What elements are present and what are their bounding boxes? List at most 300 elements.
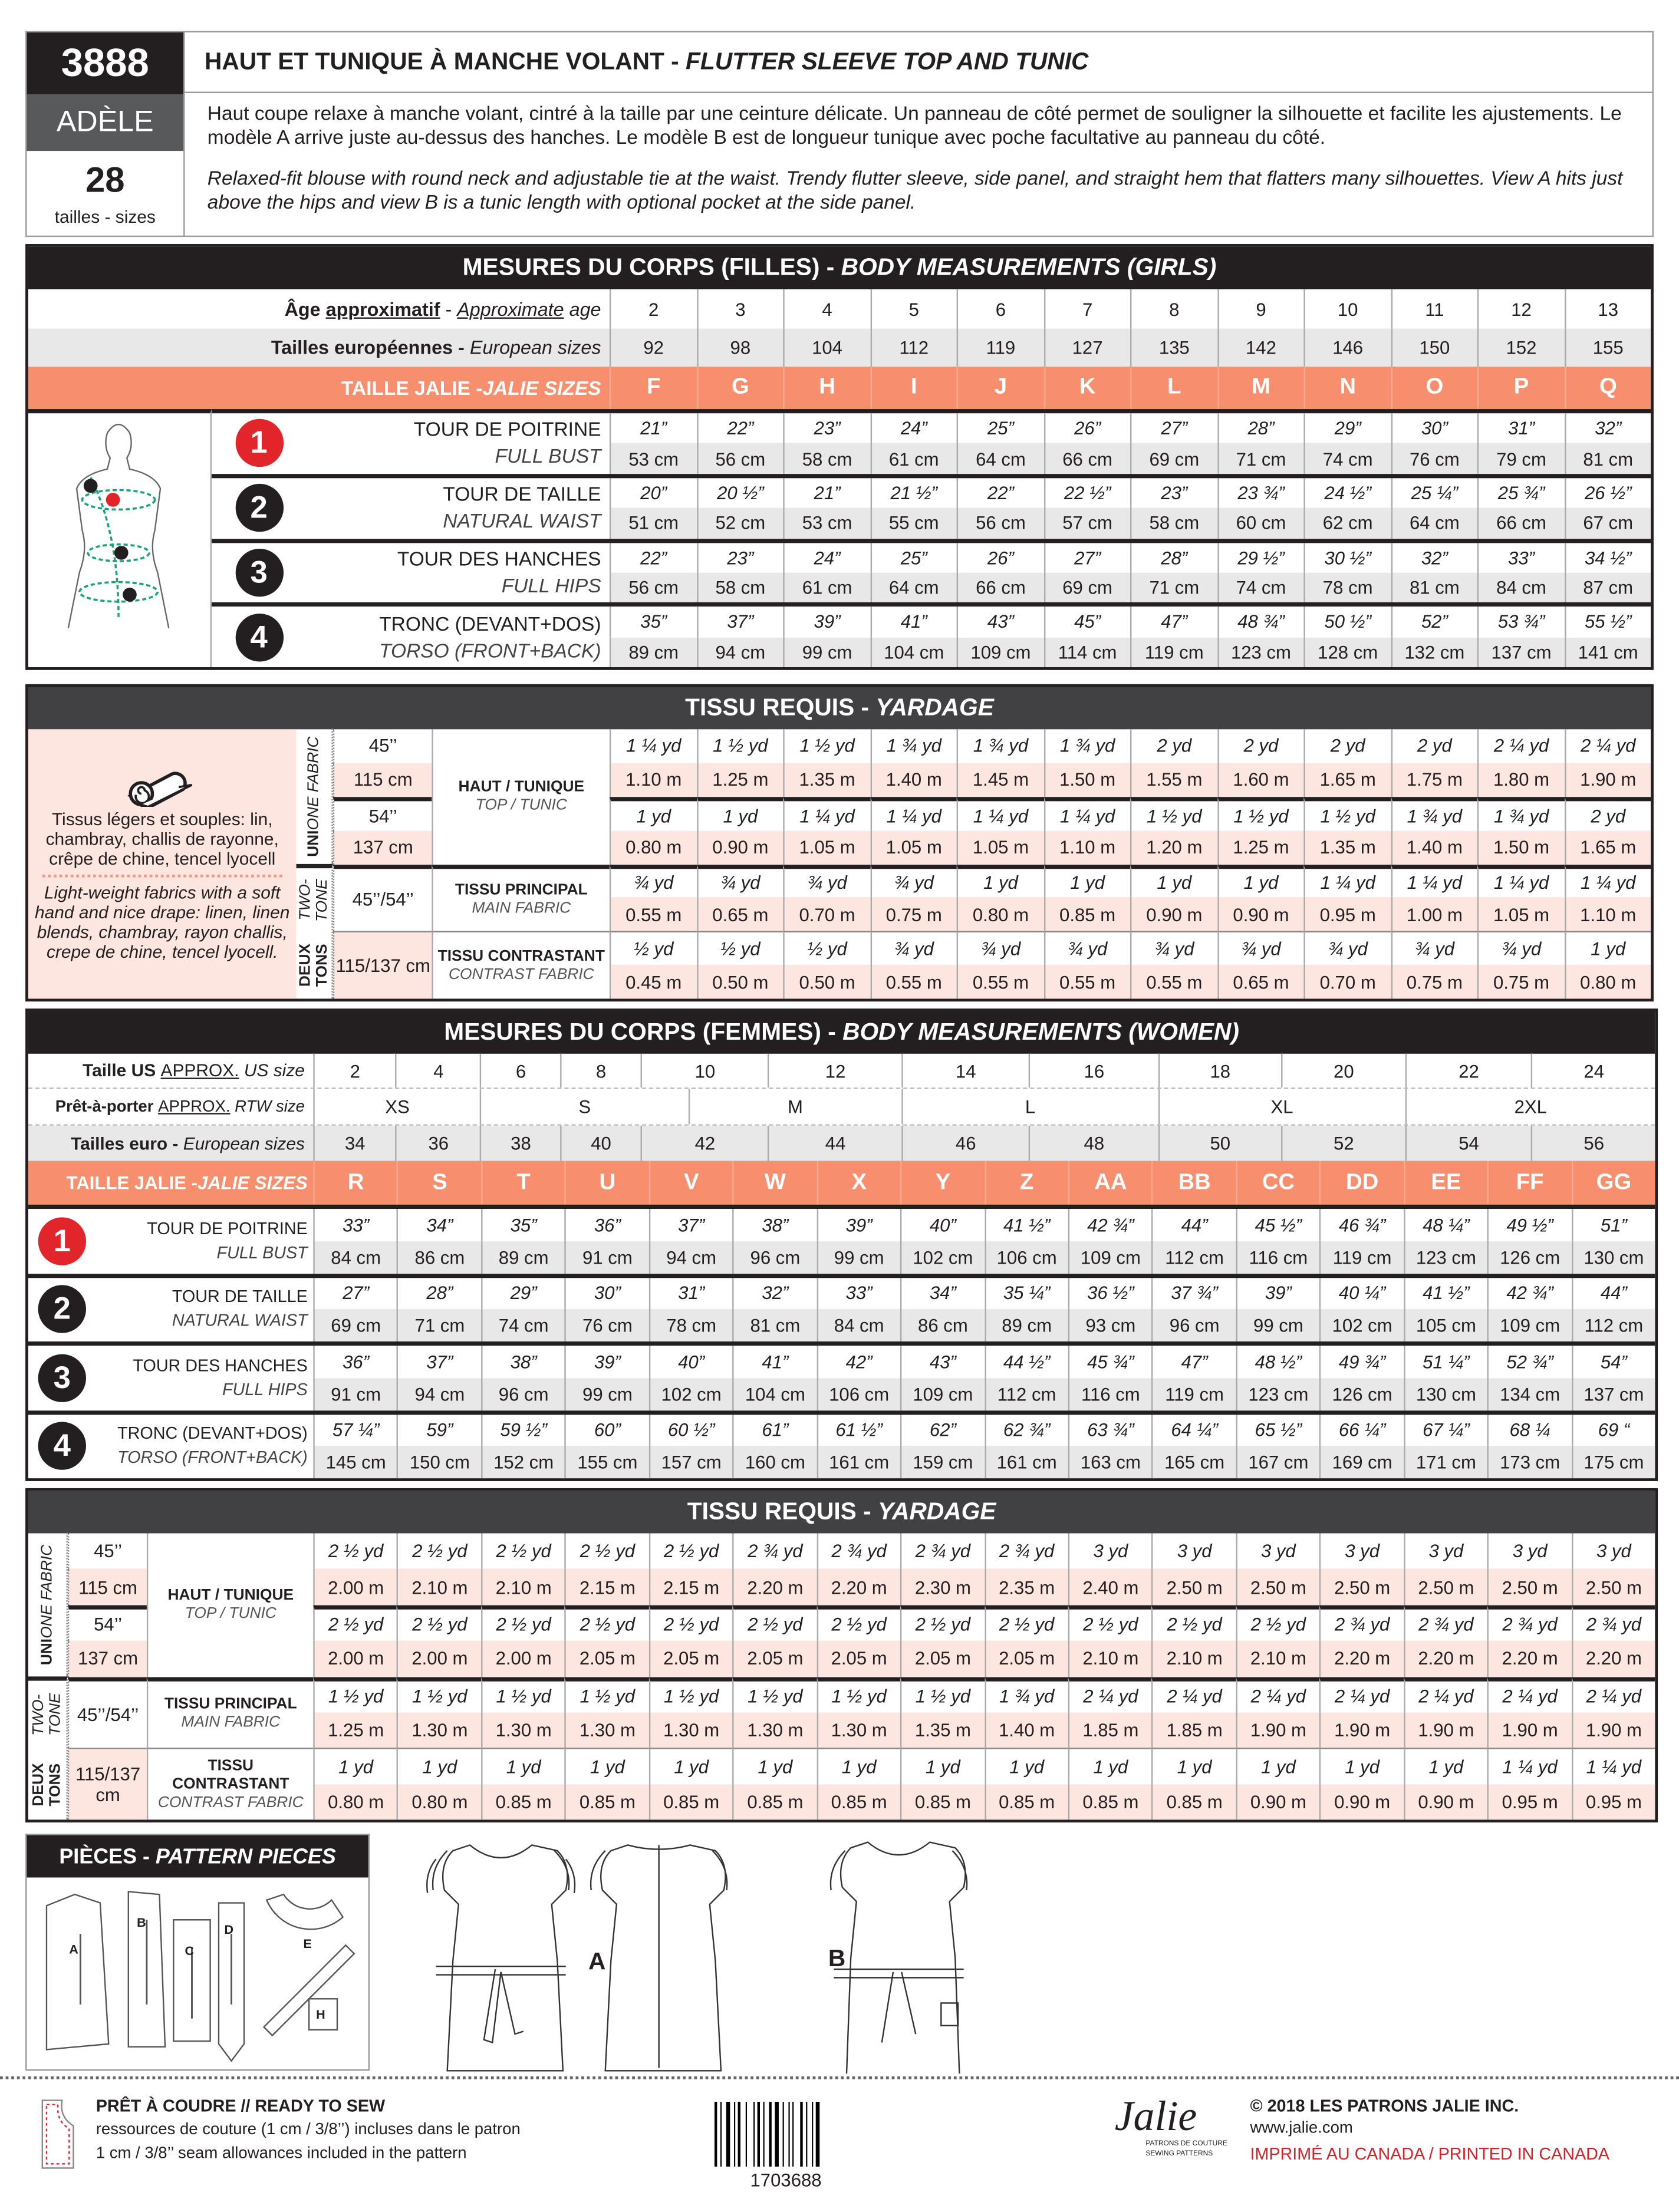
meters-value: 2.20 m — [733, 1569, 817, 1605]
view-label — [147, 1676, 313, 1748]
meters-value: 1.35 m — [900, 1712, 984, 1748]
cm-value: 67 cm — [1564, 508, 1651, 538]
measurement-group — [28, 1341, 1655, 1410]
label-part: Âge — [284, 298, 326, 320]
yards-value: 1 yd — [1236, 1748, 1319, 1784]
jalie-size-cell: CC — [1236, 1161, 1319, 1205]
jalie-size-cell: DD — [1319, 1161, 1403, 1205]
age-cell: 6 — [957, 289, 1043, 329]
measurement-number — [28, 1209, 96, 1273]
inch-value: 53 ¾” — [1477, 607, 1564, 637]
cm-value: 56 cm — [610, 572, 696, 602]
yards-value: 2 ¾ yd — [1487, 1605, 1571, 1641]
meters-value: 2.10 m — [1152, 1641, 1236, 1677]
inch-value: 65 ½” — [1236, 1414, 1319, 1446]
yards-value: 2 ½ yd — [1068, 1605, 1152, 1641]
website[interactable]: www.jalie.com — [1250, 2120, 1353, 2137]
yards-value: 1 ¼ yd — [1391, 864, 1477, 898]
cm-value: 81 cm — [1564, 443, 1651, 473]
yards-value: 1 ¼ yd — [783, 797, 870, 830]
us-size-cell: 12 — [768, 1054, 901, 1087]
inch-value: 24 ½” — [1303, 478, 1390, 508]
jalie-size-cell: H — [783, 367, 870, 409]
yards-value: 2 ¼ yd — [1319, 1676, 1403, 1712]
number-badge: 2 — [38, 1285, 86, 1333]
yards-value: 1 ¼ yd — [1303, 864, 1390, 898]
meters-value: 0.80 m — [610, 830, 696, 864]
fabric-width: 54’’ — [68, 1605, 147, 1641]
euro-size-row — [28, 1126, 1655, 1161]
cm-value: 130 cm — [1571, 1241, 1655, 1273]
jalie-size-cell: P — [1477, 367, 1564, 409]
inch-value: 37” — [397, 1346, 481, 1377]
fabric-type-en: ONE FABRIC — [38, 1544, 56, 1639]
yards-value: 2 ¼ yd — [1236, 1676, 1319, 1712]
view-label-fr: TISSU CONTRASTANT — [172, 1757, 289, 1792]
jalie-size-cell: S — [397, 1161, 481, 1205]
inch-value: 68 ¼ — [1487, 1414, 1571, 1446]
label-part: Tailles européennes - — [271, 337, 470, 358]
cm-value: 161 cm — [984, 1446, 1068, 1478]
meters-value: 0.70 m — [1303, 965, 1390, 998]
meters-value: 1.90 m — [1236, 1712, 1319, 1748]
cm-value: 134 cm — [1487, 1378, 1571, 1410]
meters-value: 1.05 m — [870, 830, 956, 864]
meters-value: 1.90 m — [1404, 1712, 1487, 1748]
jalie-size-cell: AA — [1068, 1161, 1152, 1205]
meters-value: 0.70 m — [783, 898, 870, 931]
cm-value: 119 cm — [1319, 1241, 1403, 1273]
fabric-type-en: ONE FABRIC — [305, 736, 322, 830]
measurement-number — [212, 478, 306, 538]
cm-value: 64 cm — [870, 572, 956, 602]
us-size-cell: 18 — [1158, 1054, 1282, 1087]
barcode-bar — [792, 2102, 794, 2167]
number-badge: 4 — [38, 1422, 86, 1470]
jalie-size-cell: EE — [1404, 1161, 1487, 1205]
yards-value: 2 ½ yd — [565, 1533, 648, 1569]
label-part: JALIE SIZES — [482, 377, 601, 400]
yards-value: 1 yd — [984, 1748, 1068, 1784]
fabric-width: 115 cm — [68, 1569, 147, 1605]
barcode-bar — [758, 2102, 760, 2167]
inch-value: 45” — [1043, 607, 1130, 637]
title-en: FLUTTER SLEEVE TOP AND TUNIC — [685, 48, 1089, 75]
label-part: European sizes — [469, 337, 601, 358]
yards-value: ¾ yd — [957, 931, 1043, 965]
cm-value: 109 cm — [957, 637, 1043, 667]
inch-value: 20 ½” — [696, 478, 783, 508]
fabric-type-fr: UNI — [38, 1638, 56, 1666]
measurement-number — [212, 413, 306, 473]
title-fr: TISSU REQUIS - — [687, 1498, 878, 1525]
cm-value: 94 cm — [696, 637, 783, 667]
inch-value: 20” — [610, 478, 696, 508]
cm-value: 69 cm — [1043, 572, 1130, 602]
cm-value: 78 cm — [1303, 572, 1390, 602]
inch-value: 34 ½” — [1564, 542, 1651, 572]
measurement-label — [306, 413, 610, 473]
rtw-size-cell: S — [480, 1089, 688, 1125]
view-a-back — [591, 1845, 727, 2071]
inch-value: 57 ¼” — [313, 1414, 397, 1446]
inch-value: 46 ¾” — [1319, 1209, 1403, 1241]
cm-value: 130 cm — [1404, 1378, 1487, 1410]
yards-value: 2 ½ yd — [984, 1605, 1068, 1641]
women-measures — [28, 1205, 1655, 1478]
label-part: Taille US — [83, 1060, 161, 1081]
view-b — [831, 1842, 967, 2073]
cm-value: 81 cm — [1391, 572, 1477, 602]
label-part: age — [564, 298, 601, 320]
ready-to-sew-title: PRÊT À COUDRE // READY TO SEW — [96, 2096, 386, 2116]
meters-value: 1.30 m — [817, 1712, 900, 1748]
inch-value: 23” — [1130, 478, 1217, 508]
meters-value: 1.35 m — [1303, 830, 1390, 864]
label-part: approximatif — [325, 298, 440, 320]
euro-size-cell: 127 — [1043, 329, 1130, 367]
meters-value: 1.65 m — [1303, 763, 1390, 796]
fabric-width: 115 cm — [333, 763, 432, 796]
cm-value: 102 cm — [648, 1378, 732, 1410]
girls-measurements-title — [28, 247, 1651, 289]
inch-value: 37” — [648, 1209, 732, 1241]
inch-value: 39” — [817, 1209, 900, 1241]
euro-size-cell: 142 — [1217, 329, 1303, 367]
girls-yardage — [25, 684, 1654, 1001]
title-en: YARDAGE — [877, 1498, 996, 1525]
inch-value: 22” — [610, 542, 696, 572]
piece-label: D — [224, 1923, 234, 1937]
inch-value: 52” — [1391, 607, 1477, 637]
us-size-cell: 16 — [1029, 1054, 1157, 1087]
us-size-cell: 10 — [640, 1054, 768, 1087]
meters-value: 1.50 m — [1043, 763, 1130, 796]
cm-value: 102 cm — [1319, 1310, 1403, 1341]
meters-value: 2.00 m — [313, 1641, 397, 1677]
cm-value: 157 cm — [648, 1446, 732, 1478]
cm-value: 116 cm — [1068, 1378, 1152, 1410]
inch-value: 37” — [696, 607, 783, 637]
fabric-type-label — [297, 864, 333, 999]
women-yardage-title — [28, 1491, 1655, 1534]
inch-value: 25” — [870, 542, 956, 572]
euro-size-cell: 155 — [1564, 329, 1651, 367]
inch-value: 47” — [1130, 607, 1217, 637]
yards-value: 2 ½ yd — [1152, 1605, 1236, 1641]
meters-value: 1.45 m — [957, 763, 1043, 796]
inch-value: 38” — [481, 1346, 565, 1377]
fabric-width: 137 cm — [333, 830, 432, 864]
jalie-size-cell: F — [610, 367, 696, 409]
measurement-label — [306, 542, 610, 602]
meters-value: 1.40 m — [984, 1712, 1068, 1748]
meters-value: 2.10 m — [481, 1569, 565, 1605]
us-size-cell: 2 — [313, 1054, 396, 1087]
inch-value: 40” — [648, 1346, 732, 1377]
yards-value: 2 ½ yd — [900, 1605, 984, 1641]
age-cell: 11 — [1391, 289, 1477, 329]
meters-value: 1.30 m — [481, 1712, 565, 1748]
label-part: Approximate — [457, 298, 564, 320]
cm-value: 52 cm — [696, 508, 783, 538]
jalie-size-cell: N — [1303, 367, 1390, 409]
yards-value: 1 yd — [696, 797, 783, 830]
measurement-label — [96, 1414, 314, 1478]
view-label-en: CONTRAST FABRIC — [448, 965, 594, 983]
meters-value: 1.30 m — [733, 1712, 817, 1748]
view-label-en: MAIN FABRIC — [181, 1714, 281, 1732]
age-cell: 5 — [870, 289, 956, 329]
meters-value: 0.85 m — [733, 1784, 817, 1820]
age-label — [28, 289, 610, 329]
yards-value: 1 ½ yd — [783, 729, 870, 763]
yards-value: 2 ½ yd — [648, 1533, 732, 1569]
inch-value: 24” — [870, 413, 956, 443]
meters-value: 2.15 m — [648, 1569, 732, 1605]
view-label — [432, 931, 610, 998]
age-row — [28, 289, 1651, 329]
inch-value: 27” — [1043, 542, 1130, 572]
cm-value: 58 cm — [783, 443, 870, 473]
inch-value: 37 ¾” — [1152, 1277, 1236, 1309]
meters-value: 0.85 m — [481, 1784, 565, 1820]
euro-size-cell: 40 — [560, 1126, 640, 1161]
inch-value: 36” — [313, 1346, 397, 1377]
inch-value: 32” — [1391, 542, 1477, 572]
jalie-size-cell: FF — [1487, 1161, 1571, 1205]
euro-label — [28, 329, 610, 367]
meters-value: 2.50 m — [1487, 1569, 1571, 1605]
cm-value: 175 cm — [1571, 1446, 1655, 1478]
pattern-pieces-box — [25, 1834, 370, 2071]
girls-yardage-grid — [28, 729, 1651, 998]
meters-value: 0.85 m — [1068, 1784, 1152, 1820]
pattern-title — [185, 32, 1652, 93]
inch-value: 66 ¼” — [1319, 1414, 1403, 1446]
inch-value: 25 ¼” — [1391, 478, 1477, 508]
cm-value: 89 cm — [610, 637, 696, 667]
cm-value: 104 cm — [870, 637, 956, 667]
yards-value: 2 yd — [1303, 729, 1390, 763]
inch-value: 40” — [900, 1209, 984, 1241]
inch-value: 35” — [481, 1209, 565, 1241]
meters-value: 2.10 m — [1236, 1641, 1319, 1677]
women-yardage — [25, 1488, 1658, 1822]
meters-value: 2.05 m — [817, 1641, 900, 1677]
meters-value: 0.90 m — [1319, 1784, 1403, 1820]
inch-value: 50 ½” — [1303, 607, 1390, 637]
barcode-bar — [720, 2102, 722, 2167]
inch-value: 39” — [1236, 1277, 1319, 1309]
view-label — [147, 1533, 313, 1676]
cm-value: 96 cm — [1152, 1310, 1236, 1341]
meters-value: 2.40 m — [1068, 1569, 1152, 1605]
meters-value: 0.80 m — [1564, 965, 1651, 998]
body-figure-illustration — [28, 413, 209, 664]
cm-value: 55 cm — [870, 508, 956, 538]
yards-value: ½ yd — [610, 931, 696, 965]
meters-value: 0.50 m — [783, 965, 870, 998]
cm-value: 84 cm — [1477, 572, 1564, 602]
inch-value: 24” — [783, 542, 870, 572]
yards-value: 2 ½ yd — [397, 1533, 481, 1569]
us-size-cell: 22 — [1405, 1054, 1532, 1087]
rtw-size-label — [28, 1089, 313, 1125]
yards-value: ¾ yd — [870, 931, 956, 965]
cm-value: 56 cm — [957, 508, 1043, 538]
euro-size-cell: 34 — [313, 1126, 396, 1161]
logo-script: Jalie — [1114, 2093, 1197, 2140]
jalie-size-cell: L — [1130, 367, 1217, 409]
euro-size-cell: 56 — [1532, 1126, 1655, 1161]
cm-value: 74 cm — [1217, 572, 1303, 602]
rtw-size-cell: XL — [1158, 1089, 1405, 1125]
piece-e — [266, 1894, 343, 1929]
label-part: JALIE SIZES — [197, 1172, 308, 1194]
fabric-type-fr: DEUX TONS — [297, 943, 331, 987]
yards-value: 1 ½ yd — [1217, 797, 1303, 830]
inch-value: 62 ¾” — [984, 1414, 1068, 1446]
yards-value: 1 yd — [957, 864, 1043, 898]
number-badge: 1 — [38, 1217, 86, 1265]
measurement-number — [28, 1414, 96, 1478]
yards-value: 1 yd — [1068, 1748, 1152, 1784]
cm-value: 99 cm — [783, 637, 870, 667]
cm-value: 123 cm — [1404, 1241, 1487, 1273]
inch-value: 42” — [817, 1346, 900, 1377]
girls-body-measurements — [25, 244, 1654, 670]
yards-value: 1 yd — [1130, 864, 1217, 898]
meters-value: 2.05 m — [648, 1641, 732, 1677]
jalie-size-cell: M — [1217, 367, 1303, 409]
age-cell: 8 — [1130, 289, 1217, 329]
meters-value: 1.10 m — [610, 763, 696, 796]
meters-value: 2.00 m — [397, 1641, 481, 1677]
label-en: NATURAL WAIST — [443, 509, 601, 532]
cm-value: 81 cm — [733, 1310, 817, 1341]
cm-value: 99 cm — [817, 1241, 900, 1273]
jalie-size-cell: K — [1043, 367, 1130, 409]
label-en: TORSO (FRONT+BACK) — [117, 1448, 308, 1468]
cm-value: 61 cm — [783, 572, 870, 602]
meters-value: 0.75 m — [1391, 965, 1477, 998]
title-fr: HAUT ET TUNIQUE À MANCHE VOLANT - — [205, 48, 686, 75]
cm-value: 91 cm — [313, 1378, 397, 1410]
fabric-type-label — [297, 729, 333, 864]
barcode-bar — [715, 2102, 717, 2167]
meters-value: 1.05 m — [783, 830, 870, 864]
yards-value: 3 yd — [1404, 1533, 1487, 1569]
inch-value: 48 ¼” — [1404, 1209, 1487, 1241]
euro-label — [28, 1126, 313, 1161]
inch-value: 28” — [1130, 542, 1217, 572]
cm-value: 94 cm — [648, 1241, 732, 1273]
fabric-type-fr: UNI — [305, 830, 322, 857]
label-part: APPROX. — [158, 1098, 231, 1115]
seam-allowance-fr: ressources de couture (1 cm / 3/8’’) incluses dans le patron — [96, 2121, 521, 2139]
view-label-fr: HAUT / TUNIQUE — [167, 1586, 294, 1604]
measurement-label — [306, 607, 610, 667]
yards-value: 1 yd — [610, 797, 696, 830]
meters-value: 1.85 m — [1152, 1712, 1236, 1748]
inch-value: 25 ¾” — [1477, 478, 1564, 508]
inch-value: 22 ½” — [1043, 478, 1130, 508]
yards-value: 2 yd — [1130, 729, 1217, 763]
sizes-label: tailles - sizes — [54, 207, 156, 228]
copyright: © 2018 LES PATRONS JALIE INC. — [1250, 2096, 1519, 2116]
euro-size-cell: 54 — [1405, 1126, 1532, 1161]
inch-value: 45 ¾” — [1068, 1346, 1152, 1377]
divider — [42, 874, 282, 877]
girls-yardage-title — [28, 687, 1651, 730]
cm-value: 109 cm — [1487, 1310, 1571, 1341]
inch-value: 33” — [817, 1277, 900, 1309]
inch-value: 49 ¾” — [1319, 1346, 1403, 1377]
meters-value: 1.55 m — [1130, 763, 1217, 796]
inch-value: 42 ¾” — [1487, 1277, 1571, 1309]
meters-value: 1.90 m — [1319, 1712, 1403, 1748]
inch-value: 26 ½” — [1564, 478, 1651, 508]
meters-value: 0.45 m — [610, 965, 696, 998]
yards-value: 1 yd — [817, 1748, 900, 1784]
number-badge: 1 — [235, 420, 282, 467]
meters-value: 2.20 m — [817, 1569, 900, 1605]
women-yardage-grid — [28, 1533, 1655, 1819]
meters-value: 1.20 m — [1130, 830, 1217, 864]
yards-value: 2 ¼ yd — [1477, 729, 1564, 763]
cm-value: 137 cm — [1477, 637, 1564, 667]
measurement-number — [212, 607, 306, 667]
cut-line — [0, 2076, 1679, 2079]
barcode-bar — [775, 2102, 779, 2167]
view-a-label: A — [588, 1947, 606, 1975]
inch-value: 41 ½” — [1404, 1277, 1487, 1309]
fabric-width: 54’’ — [333, 797, 432, 830]
cm-value: 96 cm — [481, 1378, 565, 1410]
cm-value: 78 cm — [648, 1310, 732, 1341]
yards-value: 1 ½ yd — [696, 729, 783, 763]
meters-value: 1.05 m — [1477, 898, 1564, 931]
description-fr: Haut coupe relaxe à manche volant, cintré à la taille par une ceinture délicate. Un panneau de côté permet de souligner la silhouette et facilite les ajustements. Le modèle A arrive juste au-dessus des hanches. Le modèle B est de longueur tunique avec poche facultative au panneau du côté. — [207, 101, 1622, 149]
yards-value: ¾ yd — [1391, 931, 1477, 965]
inch-value: 44” — [1152, 1209, 1236, 1241]
inch-value: 42 ¾” — [1068, 1209, 1152, 1241]
yards-value: 2 ½ yd — [565, 1605, 648, 1641]
meters-value: 2.20 m — [1319, 1641, 1403, 1677]
cm-value: 160 cm — [733, 1446, 817, 1478]
meters-value: 2.20 m — [1571, 1641, 1655, 1677]
barcode-bar — [753, 2102, 755, 2167]
yards-value: 2 ½ yd — [313, 1533, 397, 1569]
inch-value: 30” — [565, 1277, 648, 1309]
meters-value: 0.85 m — [565, 1784, 648, 1820]
measurement-group — [212, 409, 1651, 473]
inch-value: 67 ¼” — [1404, 1414, 1487, 1446]
yards-value: 2 ¾ yd — [984, 1533, 1068, 1569]
cm-value: 106 cm — [817, 1378, 900, 1410]
cm-value: 53 cm — [783, 508, 870, 538]
inch-value: 25” — [957, 413, 1043, 443]
number-badge: 4 — [235, 613, 282, 661]
meters-value: 1.25 m — [313, 1712, 397, 1748]
meters-value: 2.05 m — [984, 1641, 1068, 1677]
view-label-fr: HAUT / TUNIQUE — [458, 778, 585, 796]
yards-value: 2 ½ yd — [313, 1605, 397, 1641]
age-cell: 13 — [1564, 289, 1651, 329]
yards-value: 1 ¼ yd — [1487, 1748, 1571, 1784]
fabric-text-fr: Tissus légers et souples: lin, chambray, challis de rayonne, crêpe de chine, tencel lyocell — [45, 809, 279, 869]
